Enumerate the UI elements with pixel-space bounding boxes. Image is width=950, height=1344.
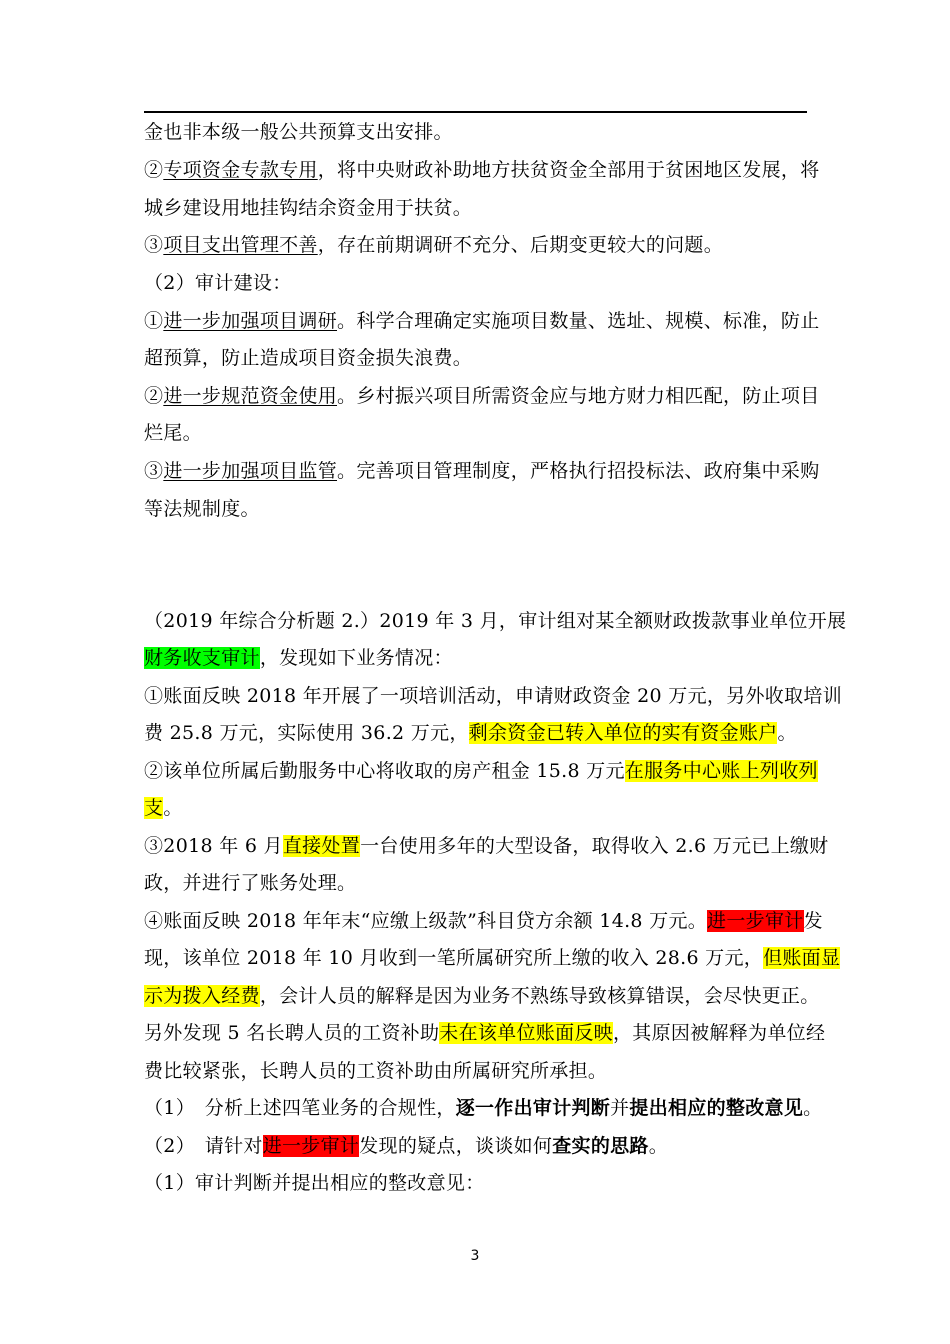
text-line: 另外发现 5 名长聘人员的工资补助未在该单位账面反映，其原因被解释为单位经	[144, 1022, 826, 1044]
section-heading: （2）审计建设：	[144, 272, 292, 294]
question-1: （1） 分析上述四笔业务的合规性，逐一作出审计判断并提出相应的整改意见。	[144, 1097, 823, 1119]
question-2: （2） 请针对进一步审计发现的疑点，谈谈如何查实的思路。	[144, 1135, 669, 1157]
text-line: 支。	[144, 797, 183, 819]
text-line: 财务收支审计，发现如下业务情况：	[144, 647, 453, 669]
text-line: 现，该单位 2018 年 10 月收到一笔所属研究所上缴的收入 28.6 万元，但账面显	[144, 947, 841, 969]
highlight-yellow: 示为拨入经费	[144, 985, 260, 1007]
text-line: ①账面反映 2018 年开展了一项培训活动，申请财政资金 20 万元，另外收取培训	[144, 685, 842, 707]
highlight-yellow: 直接处置	[282, 835, 361, 857]
text-line: ②专项资金专款专用，将中央财政补助地方扶贫资金全部用于贫困地区发展，将	[144, 159, 820, 181]
highlight-green: 财务收支审计	[144, 647, 260, 669]
text-line: ③进一步加强项目监管。完善项目管理制度，严格执行招投标法、政府集中采购	[144, 460, 820, 482]
text-line: 示为拨入经费，会计人员的解释是因为业务不熟练导致核算错误，会尽快更正。	[144, 985, 820, 1007]
text-line: ③项目支出管理不善，存在前期调研不充分、后期变更较大的问题。	[144, 234, 724, 256]
highlight-yellow: 未在该单位账面反映	[439, 1022, 613, 1044]
highlight-yellow: 支	[144, 797, 164, 819]
page-number: 3	[470, 1248, 480, 1264]
highlight-yellow: 但账面显	[763, 947, 841, 969]
header-rule	[144, 111, 807, 113]
text-line: ①进一步加强项目调研。科学合理确定实施项目数量、选址、规模、标准，防止	[144, 310, 820, 332]
text-line: 金也非本级一般公共预算支出安排。	[144, 121, 453, 143]
text-line: ②进一步规范资金使用。乡村振兴项目所需资金应与地方财力相匹配，防止项目	[144, 385, 820, 407]
question-intro: （2019 年综合分析题 2.）2019 年 3 月，审计组对某全额财政拨款事业单位开展	[144, 610, 847, 632]
highlight-yellow: 剩余资金已转入单位的实有资金账户	[468, 722, 778, 744]
text-line: 城乡建设用地挂钩结余资金用于扶贫。	[144, 197, 473, 219]
text-line: 烂尾。	[144, 422, 202, 444]
text-line: ④账面反映 2018 年年末“应缴上级款”科目贷方余额 14.8 万元。进一步审计发	[144, 910, 823, 932]
highlight-red: 进一步审计	[262, 1135, 360, 1157]
text-line: 超预算，防止造成项目资金损失浪费。	[144, 347, 473, 369]
text-line: ②该单位所属后勤服务中心将收取的房产租金 15.8 万元在服务中心账上列收列	[144, 760, 818, 782]
text-line: 等法规制度。	[144, 498, 260, 520]
highlight-red: 进一步审计	[707, 910, 804, 932]
text-line: 费比较紧张，长聘人员的工资补助由所属研究所承担。	[144, 1060, 608, 1082]
text-line: ③2018 年 6 月直接处置一台使用多年的大型设备，取得收入 2.6 万元已上缴财	[144, 835, 829, 857]
text-line: 费 25.8 万元，实际使用 36.2 万元，剩余资金已转入单位的实有资金账户。	[144, 722, 797, 744]
answer-heading: （1）审计判断并提出相应的整改意见：	[144, 1172, 485, 1194]
highlight-yellow: 在服务中心账上列收列	[624, 760, 818, 782]
text-line: 政，并进行了账务处理。	[144, 872, 357, 894]
